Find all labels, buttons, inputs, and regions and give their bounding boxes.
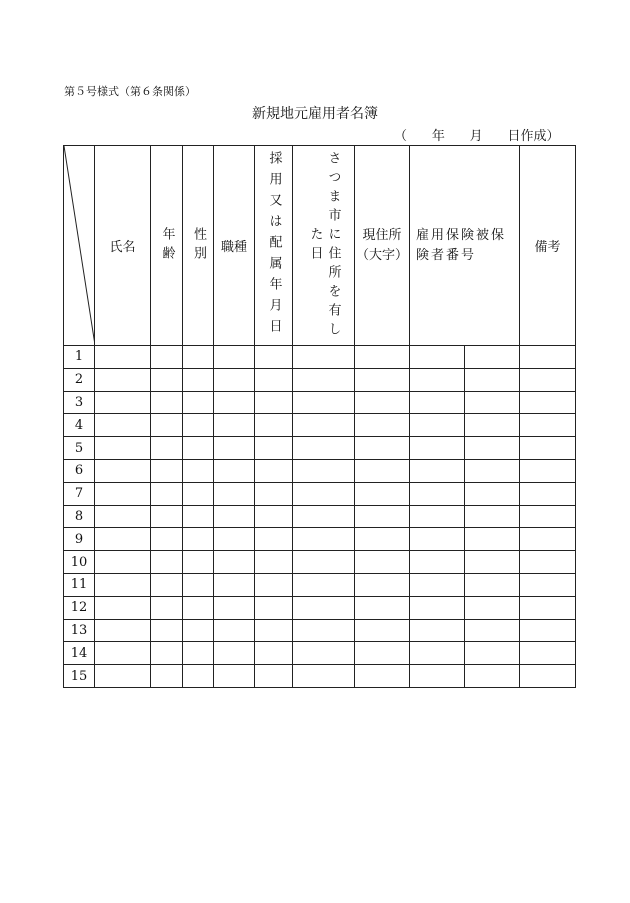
- entry-cell[interactable]: [151, 619, 183, 642]
- entry-cell[interactable]: [95, 505, 151, 528]
- table-row: [64, 482, 576, 505]
- entry-cell[interactable]: [255, 505, 293, 528]
- entry-cell[interactable]: [465, 414, 520, 437]
- entry-cell[interactable]: [255, 528, 293, 551]
- entry-cell[interactable]: [355, 596, 410, 619]
- entry-cell[interactable]: [183, 642, 214, 665]
- entry-cell[interactable]: [183, 528, 214, 551]
- entry-cell[interactable]: [214, 573, 255, 596]
- entry-cell[interactable]: [520, 346, 576, 369]
- header-name: 氏名: [95, 146, 151, 346]
- entry-cell[interactable]: [293, 573, 355, 596]
- entry-cell[interactable]: [520, 505, 576, 528]
- entry-cell[interactable]: [151, 368, 183, 391]
- row-number: 4: [64, 414, 95, 437]
- entry-cell[interactable]: [183, 619, 214, 642]
- entry-cell[interactable]: [151, 459, 183, 482]
- row-number: 7: [64, 482, 95, 505]
- entry-cell[interactable]: [465, 505, 520, 528]
- entry-cell[interactable]: [214, 437, 255, 460]
- entry-cell[interactable]: [520, 368, 576, 391]
- header-current-address: [355, 146, 410, 346]
- entry-cell[interactable]: [465, 459, 520, 482]
- entry-cell[interactable]: [520, 459, 576, 482]
- entry-cell[interactable]: [410, 505, 465, 528]
- entry-cell[interactable]: [255, 482, 293, 505]
- entry-cell[interactable]: [183, 573, 214, 596]
- table-row: [64, 391, 576, 414]
- entry-cell[interactable]: [410, 414, 465, 437]
- entry-cell[interactable]: [214, 482, 255, 505]
- entry-cell[interactable]: [214, 619, 255, 642]
- entry-cell[interactable]: [151, 437, 183, 460]
- entry-cell[interactable]: [293, 368, 355, 391]
- header-remarks: 備考: [520, 146, 576, 346]
- entry-cell[interactable]: [410, 642, 465, 665]
- entry-cell[interactable]: [355, 528, 410, 551]
- entry-cell[interactable]: [214, 528, 255, 551]
- corner-diagonal-cell: [64, 146, 95, 346]
- entry-cell[interactable]: [293, 665, 355, 688]
- entry-cell[interactable]: [255, 665, 293, 688]
- entry-cell[interactable]: [355, 619, 410, 642]
- entry-cell[interactable]: [151, 551, 183, 574]
- row-number: 11: [64, 573, 95, 596]
- row-number: 5: [64, 437, 95, 460]
- entry-cell[interactable]: [95, 528, 151, 551]
- entry-cell[interactable]: [410, 437, 465, 460]
- entry-cell[interactable]: [410, 346, 465, 369]
- entry-cell[interactable]: [293, 642, 355, 665]
- row-number: 14: [64, 642, 95, 665]
- table-row: [64, 665, 576, 688]
- entry-cell[interactable]: [355, 368, 410, 391]
- entry-cell[interactable]: [293, 619, 355, 642]
- table-row: [64, 596, 576, 619]
- table-row: [64, 528, 576, 551]
- row-number: 3: [64, 391, 95, 414]
- entry-cell[interactable]: [293, 528, 355, 551]
- header-sex: 性別: [183, 146, 214, 346]
- entry-cell[interactable]: [255, 551, 293, 574]
- header-age: 年齢: [151, 146, 183, 346]
- entry-cell[interactable]: [151, 528, 183, 551]
- entry-cell[interactable]: [183, 505, 214, 528]
- entry-cell[interactable]: [465, 346, 520, 369]
- entry-cell[interactable]: [520, 619, 576, 642]
- entry-cell[interactable]: [95, 414, 151, 437]
- entry-cell[interactable]: [95, 459, 151, 482]
- table-row: [64, 346, 576, 369]
- entry-cell[interactable]: [255, 368, 293, 391]
- entry-cell[interactable]: [465, 665, 520, 688]
- page-title: 新規地元雇用者名簿: [252, 106, 378, 122]
- entry-cell[interactable]: [151, 596, 183, 619]
- entry-cell[interactable]: [255, 414, 293, 437]
- entry-cell[interactable]: [183, 596, 214, 619]
- roster-body: [64, 346, 576, 688]
- entry-cell[interactable]: [95, 551, 151, 574]
- entry-cell[interactable]: [183, 482, 214, 505]
- entry-cell[interactable]: [95, 619, 151, 642]
- entry-cell[interactable]: [520, 482, 576, 505]
- creation-date-line: [394, 125, 559, 144]
- entry-cell[interactable]: [95, 665, 151, 688]
- entry-cell[interactable]: [151, 642, 183, 665]
- entry-cell[interactable]: [355, 482, 410, 505]
- date-year-label: 年: [431, 129, 445, 144]
- entry-cell[interactable]: [255, 346, 293, 369]
- current-address-sub-label: （大字）: [355, 247, 408, 263]
- row-number: 9: [64, 528, 95, 551]
- header-satsuma-residence-date: さつま市に住所を有した日: [293, 146, 355, 346]
- entry-cell[interactable]: [520, 642, 576, 665]
- entry-cell[interactable]: [410, 391, 465, 414]
- entry-cell[interactable]: [410, 573, 465, 596]
- entry-cell[interactable]: [355, 642, 410, 665]
- date-day-label: 日作成）: [507, 129, 560, 144]
- entry-cell[interactable]: [410, 528, 465, 551]
- entry-cell[interactable]: [151, 573, 183, 596]
- table-row: [64, 551, 576, 574]
- entry-cell[interactable]: [520, 391, 576, 414]
- entry-cell[interactable]: [183, 368, 214, 391]
- current-address-label: 現住所: [362, 227, 402, 243]
- entry-cell[interactable]: [520, 414, 576, 437]
- entry-cell[interactable]: [465, 596, 520, 619]
- entry-cell[interactable]: [183, 551, 214, 574]
- entry-cell[interactable]: [520, 665, 576, 688]
- row-number: 12: [64, 596, 95, 619]
- table-row: [64, 414, 576, 437]
- entry-cell[interactable]: [465, 551, 520, 574]
- entry-cell[interactable]: [95, 642, 151, 665]
- entry-cell[interactable]: [151, 346, 183, 369]
- entry-cell[interactable]: [410, 596, 465, 619]
- row-number: 2: [64, 368, 95, 391]
- entry-cell[interactable]: [520, 596, 576, 619]
- entry-cell[interactable]: [355, 551, 410, 574]
- table-row: [64, 437, 576, 460]
- diagonal-line: [64, 146, 95, 345]
- entry-cell[interactable]: [465, 573, 520, 596]
- entry-cell[interactable]: [214, 642, 255, 665]
- header-job: 職種: [214, 146, 255, 346]
- entry-cell[interactable]: [151, 414, 183, 437]
- entry-cell[interactable]: [355, 505, 410, 528]
- entry-cell[interactable]: [355, 665, 410, 688]
- entry-cell[interactable]: [520, 528, 576, 551]
- entry-cell[interactable]: [183, 437, 214, 460]
- entry-cell[interactable]: [214, 505, 255, 528]
- entry-cell[interactable]: [355, 459, 410, 482]
- row-number: 6: [64, 459, 95, 482]
- entry-cell[interactable]: [410, 368, 465, 391]
- entry-cell[interactable]: [214, 368, 255, 391]
- entry-cell[interactable]: [95, 346, 151, 369]
- table-row: [64, 505, 576, 528]
- entry-cell[interactable]: [95, 482, 151, 505]
- entry-cell[interactable]: [355, 414, 410, 437]
- entry-cell[interactable]: [151, 391, 183, 414]
- date-open-paren: （: [394, 129, 408, 144]
- entry-cell[interactable]: [255, 437, 293, 460]
- entry-cell[interactable]: [214, 414, 255, 437]
- entry-cell[interactable]: [214, 391, 255, 414]
- entry-cell[interactable]: [465, 619, 520, 642]
- entry-cell[interactable]: [95, 573, 151, 596]
- row-number: 13: [64, 619, 95, 642]
- entry-cell[interactable]: [95, 437, 151, 460]
- entry-cell[interactable]: [465, 391, 520, 414]
- entry-cell[interactable]: [355, 437, 410, 460]
- entry-cell[interactable]: [293, 551, 355, 574]
- entry-cell[interactable]: [255, 619, 293, 642]
- entry-cell[interactable]: [255, 391, 293, 414]
- entry-cell[interactable]: [293, 391, 355, 414]
- entry-cell[interactable]: [355, 391, 410, 414]
- entry-cell[interactable]: [183, 346, 214, 369]
- entry-cell[interactable]: [183, 414, 214, 437]
- entry-cell[interactable]: [520, 573, 576, 596]
- entry-cell[interactable]: [95, 596, 151, 619]
- row-number: 1: [64, 346, 95, 369]
- row-number: 10: [64, 551, 95, 574]
- entry-cell[interactable]: [151, 505, 183, 528]
- entry-cell[interactable]: [520, 437, 576, 460]
- date-month-label: 月: [469, 129, 483, 144]
- entry-cell[interactable]: [293, 437, 355, 460]
- table-row: [64, 642, 576, 665]
- entry-cell[interactable]: [465, 368, 520, 391]
- entry-cell[interactable]: [293, 414, 355, 437]
- entry-cell[interactable]: [293, 505, 355, 528]
- employee-roster-table: [63, 145, 576, 688]
- entry-cell[interactable]: [465, 482, 520, 505]
- header-row: [64, 146, 576, 346]
- form-number-label: 第５号様式（第６条関係）: [64, 85, 196, 98]
- header-hire-date: 採用又は配属年月日: [255, 146, 293, 346]
- entry-cell[interactable]: [465, 642, 520, 665]
- entry-cell[interactable]: [293, 459, 355, 482]
- entry-cell[interactable]: [214, 596, 255, 619]
- entry-cell[interactable]: [151, 482, 183, 505]
- entry-cell[interactable]: [410, 551, 465, 574]
- entry-cell[interactable]: [465, 437, 520, 460]
- entry-cell[interactable]: [520, 551, 576, 574]
- entry-cell[interactable]: [293, 346, 355, 369]
- entry-cell[interactable]: [355, 573, 410, 596]
- row-number: 8: [64, 505, 95, 528]
- entry-cell[interactable]: [293, 482, 355, 505]
- entry-cell[interactable]: [214, 459, 255, 482]
- entry-cell[interactable]: [183, 459, 214, 482]
- entry-cell[interactable]: [214, 346, 255, 369]
- entry-cell[interactable]: [255, 459, 293, 482]
- entry-cell[interactable]: [410, 619, 465, 642]
- entry-cell[interactable]: [255, 573, 293, 596]
- entry-cell[interactable]: [410, 482, 465, 505]
- table-row: [64, 619, 576, 642]
- entry-cell[interactable]: [255, 642, 293, 665]
- entry-cell[interactable]: [410, 665, 465, 688]
- entry-cell[interactable]: [214, 551, 255, 574]
- entry-cell[interactable]: [293, 596, 355, 619]
- entry-cell[interactable]: [410, 459, 465, 482]
- entry-cell[interactable]: [183, 391, 214, 414]
- entry-cell[interactable]: [151, 665, 183, 688]
- table-row: [64, 459, 576, 482]
- entry-cell[interactable]: [95, 368, 151, 391]
- table-row: [64, 368, 576, 391]
- entry-cell[interactable]: [183, 665, 214, 688]
- entry-cell[interactable]: [95, 391, 151, 414]
- table-row: [64, 573, 576, 596]
- header-insurance-number: 雇用保険被保険者番号: [410, 146, 520, 346]
- entry-cell[interactable]: [465, 528, 520, 551]
- entry-cell[interactable]: [255, 596, 293, 619]
- row-number: 15: [64, 665, 95, 688]
- entry-cell[interactable]: [214, 665, 255, 688]
- entry-cell[interactable]: [355, 346, 410, 369]
